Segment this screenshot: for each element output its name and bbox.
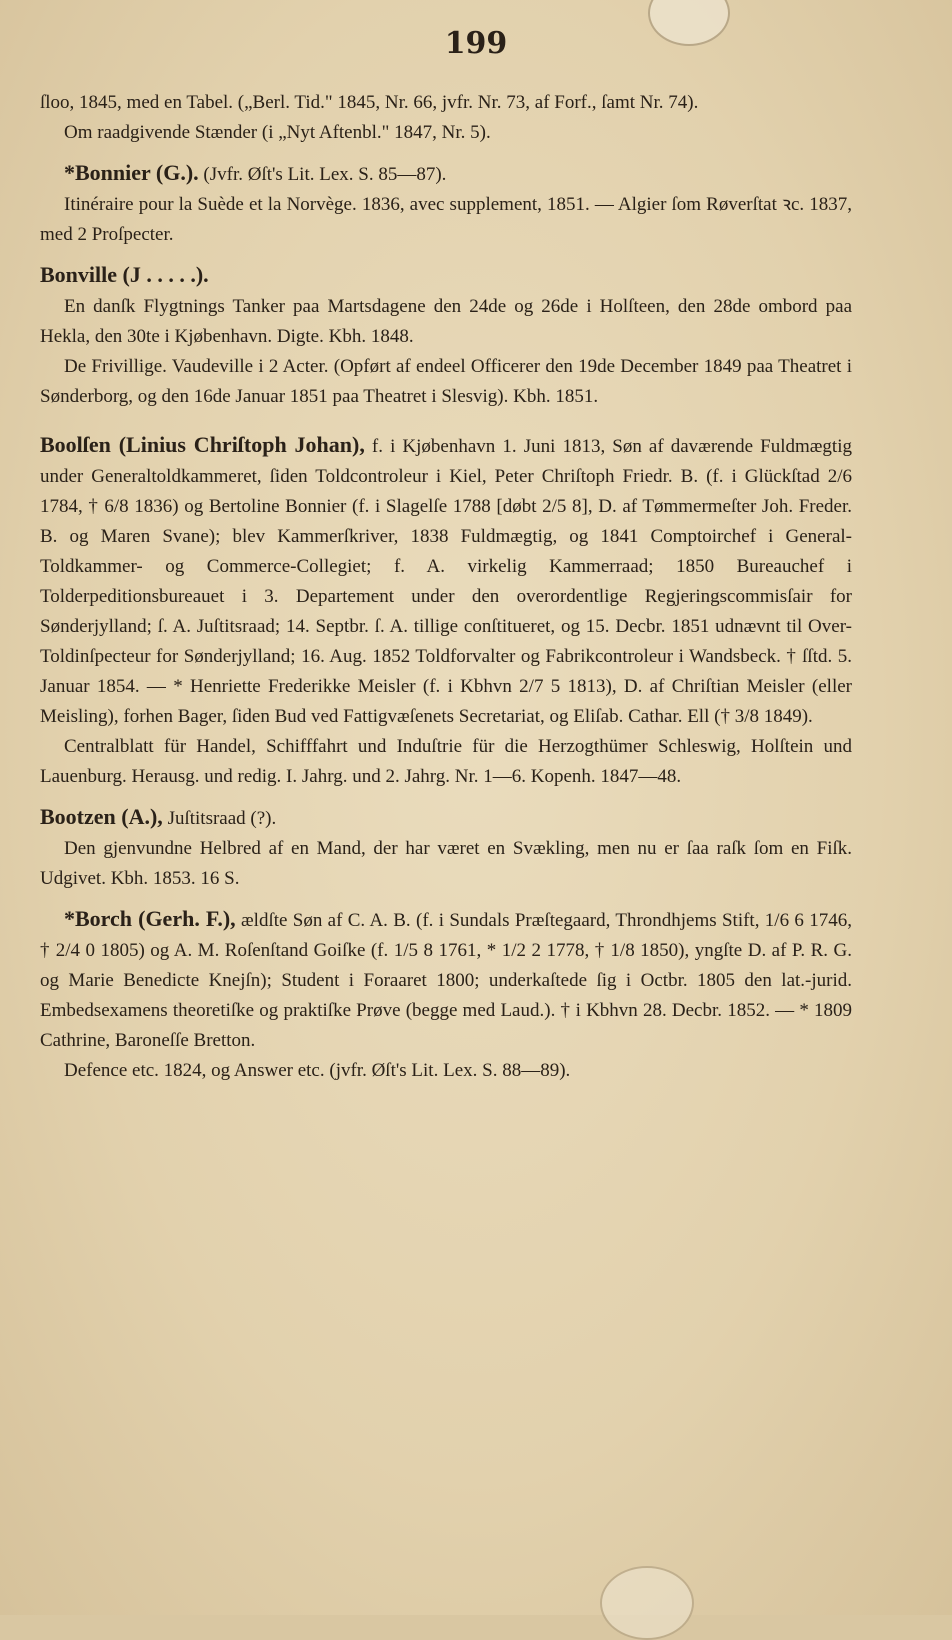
entry-biography: ældſte Søn af C. A. B. (f. i Sundals Præſtegaard, Throndhjems Stift, 1/6 6 1746, † 2/4 0 1805) og A. M. Roſenſtand Goiſke (f. 1/5 8 1761, * 1/2 2 1778, † 1/8 1850), yngſte D. af P. R. G. og Marie Benedicte Knejſn); Student i Foraaret 1800; underkaſtede ſig i Octbr. 1805 den lat.-jurid. Embedsexamens theoretiſke og praktiſke Prøve (begge med Laud.). † i Kbhvn 28. Decbr. 1852. — * 1809 Cathrine, Baroneſſe Bretton.	[40, 910, 852, 1051]
entry-borch	[40, 904, 852, 1056]
entry-heading: Bonville (J . . . . .).	[40, 262, 209, 287]
entry-heading: Bootzen (A.),	[40, 804, 163, 829]
paragraph-7: De Frivillige. Vaudeville i 2 Acter. (Opført af endeel Officerer den 19de December 1849 paa Theatret i Sønderborg, og den 16de Januar 1851 paa Theatret i Slesvig). Kbh. 1851.	[40, 356, 852, 407]
paragraph-1: ſloo, 1845, med en Tabel. („Berl. Tid." 1845, Nr. 66, jvfr. Nr. 73, af Forf., ſamt Nr. 74).	[40, 92, 699, 113]
entry-heading: Boolſen (Linius Chriſtoph Johan),	[40, 432, 365, 457]
entry-boolsen	[40, 430, 852, 732]
page-number: 199	[444, 26, 508, 61]
entry-biography: f. i Kjøbenhavn 1. Juni 1813, Søn af daværende Fuldmægtig under Generaltoldkammeret, ſiden Toldcontroleur i Kiel, Peter Chriſtoph Friedr. B. (f. i Glückſtad 2/6 1784, † 6/8 1836) og Bertoline Bonnier (f. i Slagelſe 1788 [døbt 2/5 8], D. af Tømmermeſter Joh. Freder. B. og Maren Svane); blev Kammerſkriver, 1838 Fuldmægtig, og 1841 Comptoirchef i General-Toldkammer- og Commerce-Collegiet; f. A. virkelig Kammerraad; 1850 Bureauchef i Tolderpeditionsbureauet i 3. Departement under den overordentlige Regjeringscommisſair for Sønderjylland; ſ. A. Juſtitsraad; 14. Septbr. ſ. A. tillige conſtitueret, og 15. Decbr. 1851 udnævnt til Over-Toldinſpecteur for Sønderjylland; 16. Aug. 1852 Toldforvalter og Fabrikcontroleur i Wandsbeck. † ſſtd. 5. Januar 1854. — * Henriette Frederikke Meisler (f. i Kbhvn 2/7 5 1813), D. af Chriſtian Meisler (eller Meisling), forhen Bager, ſiden Bud ved Fattigvæſenets Secretariat, og Eliſab. Cathar. Ell († 3/8 1849).	[40, 436, 852, 727]
entry-reference: (Jvfr. Øſt's Lit. Lex. S. 85—87).	[198, 164, 447, 185]
entry-reference: Juſtitsraad (?).	[162, 808, 277, 829]
paragraph-13: Defence etc. 1824, og Answer etc. (jvfr. Øſt's Lit. Lex. S. 88—89).	[64, 1060, 571, 1081]
paragraph-9: Centralblatt für Handel, Schifffahrt und Induſtrie für die Herzogthümer Schleswig, Holſtein und Lauenburg. Herausg. und redig. I. Jahrg. und 2. Jahrg. Nr. 1—6. Kopenh. 1847—48.	[40, 736, 852, 787]
paragraph-2: Om raadgivende Stænder (i „Nyt Aftenbl." 1847, Nr. 5).	[64, 122, 491, 143]
entry-heading: *Borch (Gerh. F.),	[64, 906, 236, 931]
page-body	[40, 88, 852, 1086]
paragraph-6: En danſk Flygtnings Tanker paa Martsdagene den 24de og 26de i Holſteen, den 28de ombord paa Hekla, den 30te i Kjøbenhavn. Digte. Kbh. 1848.	[40, 296, 852, 347]
entry-bonville	[40, 260, 852, 292]
paragraph-11: Den gjenvundne Helbred af en Mand, der har været en Svækling, men nu er ſaa raſk ſom en Fiſk. Udgivet. Kbh. 1853. 16 S.	[40, 838, 852, 889]
entry-bootzen	[40, 802, 852, 834]
binding-hole-mark	[600, 1566, 694, 1640]
entry-heading: *Bonnier (G.).	[64, 160, 199, 185]
paragraph-4: Itinéraire pour la Suède et la Norvège. 1836, avec supplement, 1851. — Algier ſom Røverſtat ꝛc. 1837, med 2 Proſpecter.	[40, 194, 852, 245]
entry-bonnier	[40, 158, 852, 190]
